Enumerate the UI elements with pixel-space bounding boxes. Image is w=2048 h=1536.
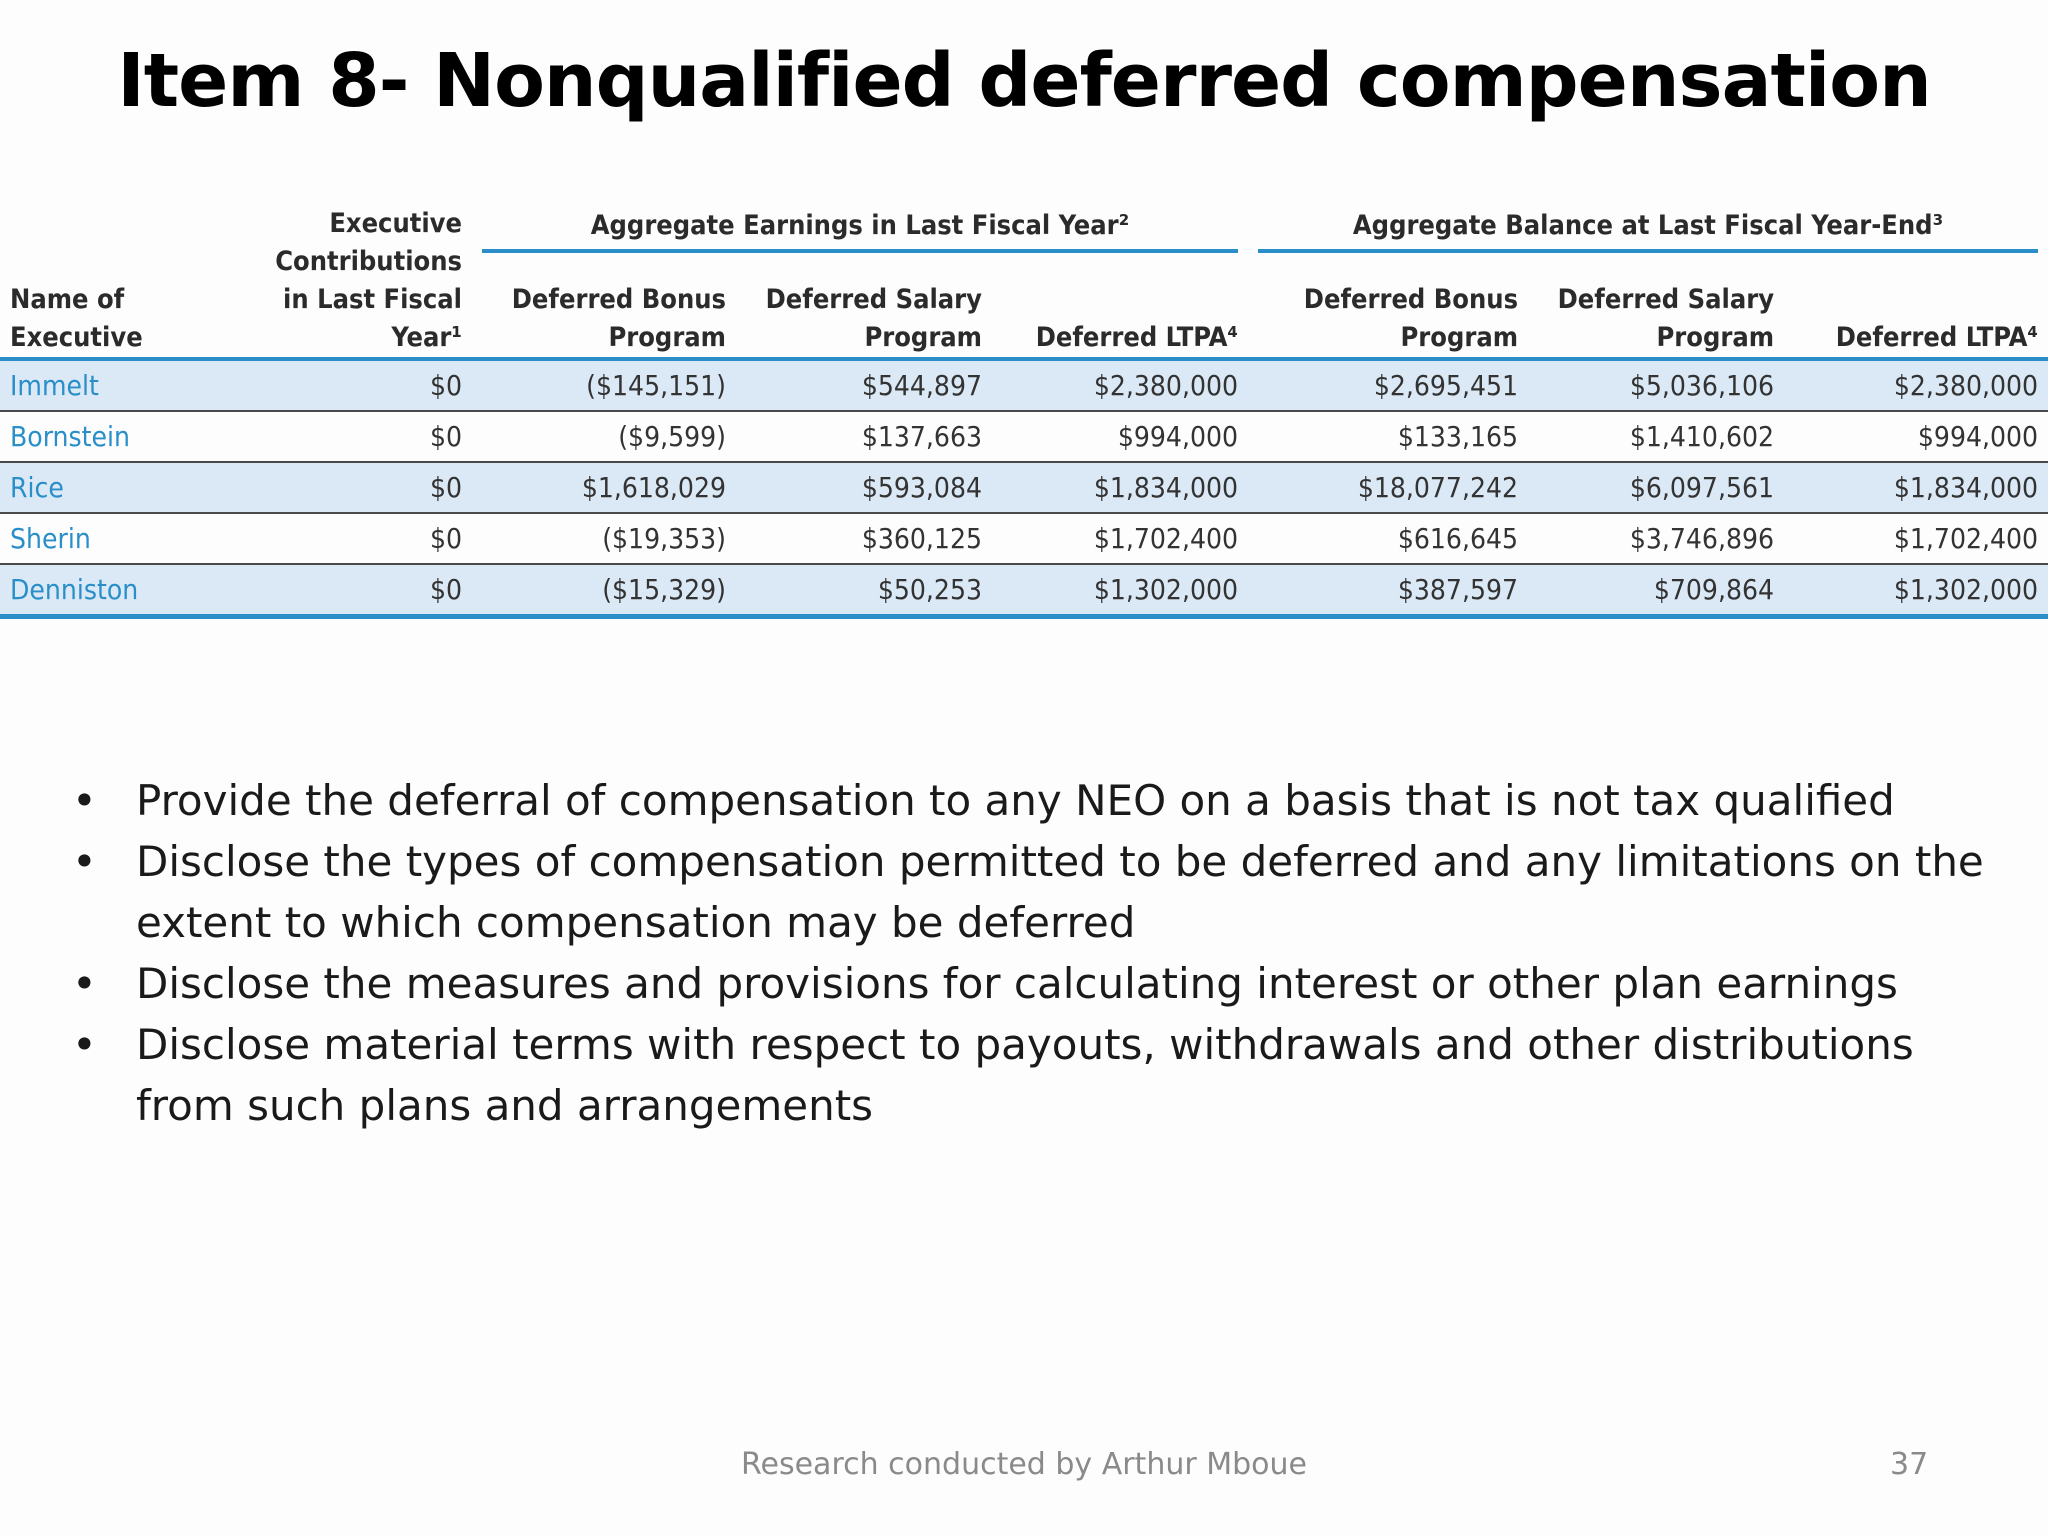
bullet-icon: • [72,776,97,825]
column-header-earn-salary: Deferred Salary Program [765,284,982,353]
cell-earn-bonus: $1,618,029 [472,462,736,513]
bullet-item [72,770,1992,831]
column-header-earn-bonus: Deferred Bonus Program [511,284,726,353]
cell-bal-bonus: $2,695,451 [1248,359,1528,411]
cell-earn-bonus: ($9,599) [472,411,736,462]
executive-name: Bornstein [0,411,240,462]
cell-bal-ltpa: $1,302,000 [1784,564,2048,617]
cell-earn-ltpa: $1,834,000 [992,462,1248,513]
cell-earn-salary: $137,663 [736,411,992,462]
bullet-text: Disclose material terms with respect to payouts, withdrawals and other distributions from such plans and arrangements [136,1020,1914,1130]
cell-earn-ltpa: $994,000 [992,411,1248,462]
group-header-earnings: Aggregate Earnings in Last Fiscal Year² [472,205,1248,253]
column-header-bal-ltpa: Deferred LTPA⁴ [1835,322,2039,353]
executive-name: Sherin [0,513,240,564]
bullet-icon: • [72,959,97,1008]
bullet-item [72,1014,1992,1136]
cell-contrib: $0 [240,359,472,411]
cell-earn-salary: $544,897 [736,359,992,411]
table-row [0,359,2048,411]
cell-bal-bonus: $387,597 [1248,564,1528,617]
executive-name: Rice [0,462,240,513]
cell-earn-bonus: ($15,329) [472,564,736,617]
cell-bal-ltpa: $994,000 [1784,411,2048,462]
cell-bal-salary: $1,410,602 [1528,411,1784,462]
cell-contrib: $0 [240,513,472,564]
group-header-row [0,205,2048,253]
column-header-contrib: Executive Contributions in Last Fiscal Year¹ [275,208,462,353]
executive-name: Denniston [0,564,240,617]
cell-contrib: $0 [240,564,472,617]
cell-earn-bonus: ($145,151) [472,359,736,411]
cell-earn-salary: $593,084 [736,462,992,513]
cell-bal-bonus: $133,165 [1248,411,1528,462]
cell-bal-salary: $6,097,561 [1528,462,1784,513]
bullet-item [72,831,1992,953]
footer-credit: Research conducted by Arthur Mboue [741,1447,1307,1482]
cell-bal-ltpa: $1,702,400 [1784,513,2048,564]
page-number: 37 [1890,1447,1929,1482]
executive-name: Immelt [0,359,240,411]
bullet-icon: • [72,1020,97,1069]
cell-earn-salary: $50,253 [736,564,992,617]
compensation-table-container [0,205,2048,619]
table-row [0,462,2048,513]
cell-contrib: $0 [240,462,472,513]
cell-bal-ltpa: $1,834,000 [1784,462,2048,513]
column-header-name: Name of Executive [10,284,143,353]
cell-bal-bonus: $18,077,242 [1248,462,1528,513]
cell-earn-salary: $360,125 [736,513,992,564]
bullet-text: Disclose the types of compensation permitted to be deferred and any limitations on the extent to which compensation may be deferred [136,837,1984,947]
column-header-bal-bonus: Deferred Bonus Program [1303,284,1519,353]
cell-earn-ltpa: $1,302,000 [992,564,1248,617]
bullet-list [72,770,1992,1136]
bullet-icon: • [72,837,97,886]
cell-bal-ltpa: $2,380,000 [1784,359,2048,411]
column-header-earn-ltpa: Deferred LTPA⁴ [1035,322,1239,353]
column-header-bal-salary: Deferred Salary Program [1557,284,1775,353]
table-row [0,411,2048,462]
group-header-balance: Aggregate Balance at Last Fiscal Year-End³ [1248,205,2048,253]
bullet-item [72,953,1992,1014]
cell-earn-ltpa: $1,702,400 [992,513,1248,564]
cell-bal-salary: $3,746,896 [1528,513,1784,564]
cell-contrib: $0 [240,411,472,462]
cell-bal-salary: $5,036,106 [1528,359,1784,411]
slide-title: Item 8- Nonqualified deferred compensation [117,38,1931,124]
bullet-text: Disclose the measures and provisions for calculating interest or other plan earnings [136,959,1898,1008]
bullet-text: Provide the deferral of compensation to any NEO on a basis that is not tax qualified [136,776,1895,825]
cell-bal-bonus: $616,645 [1248,513,1528,564]
table-row [0,513,2048,564]
cell-earn-bonus: ($19,353) [472,513,736,564]
cell-earn-ltpa: $2,380,000 [992,359,1248,411]
cell-bal-salary: $709,864 [1528,564,1784,617]
table-row [0,564,2048,617]
compensation-table [0,205,2048,619]
